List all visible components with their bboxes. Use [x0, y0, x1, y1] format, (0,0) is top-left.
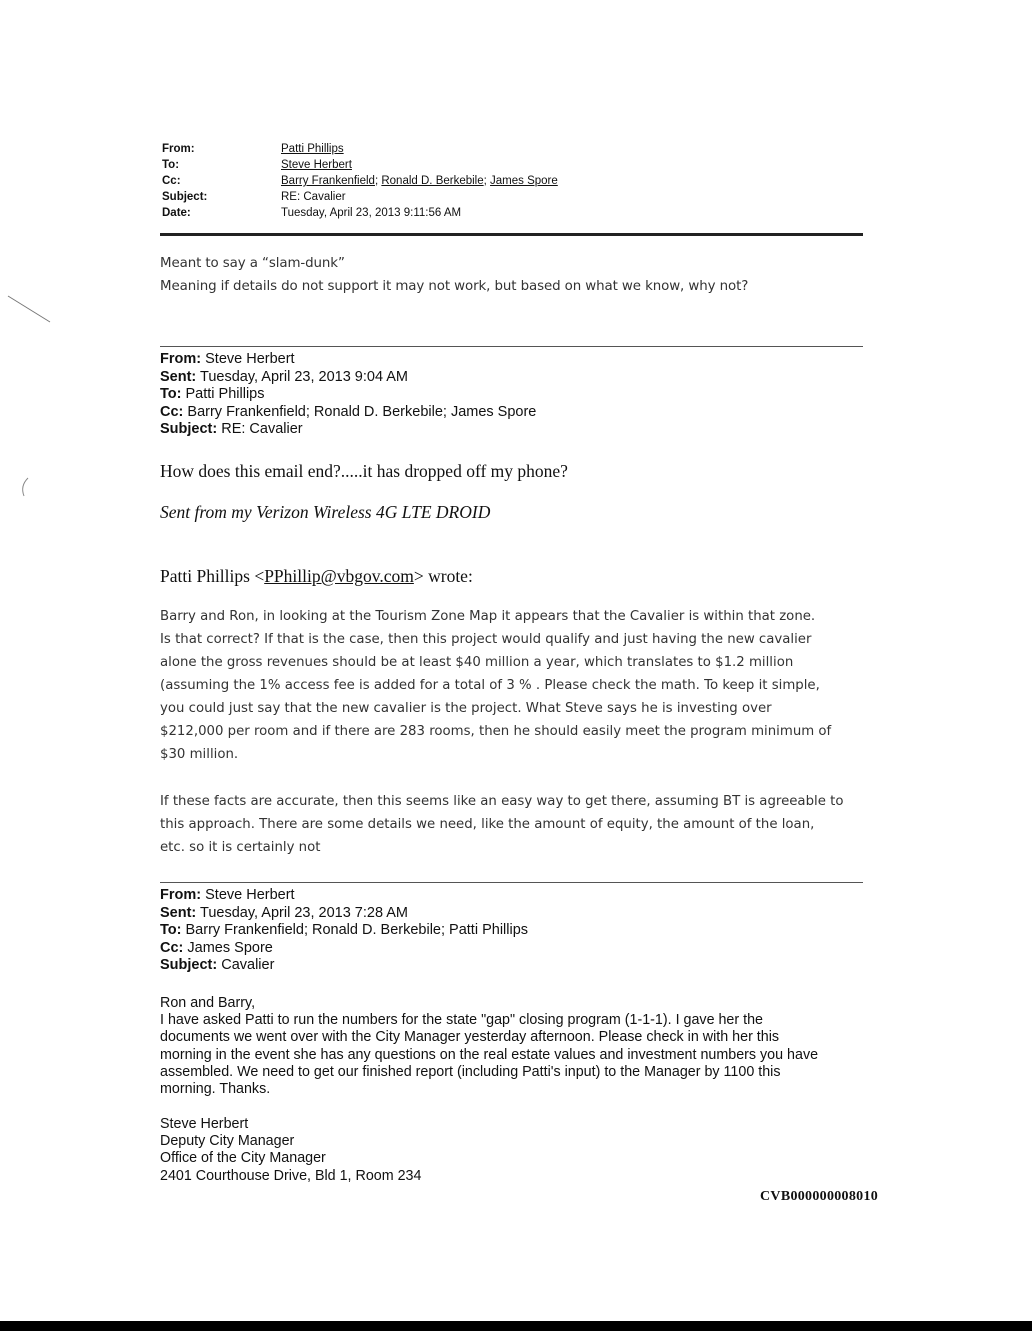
reply1-body: How does this email end?.....it has dropped off my phone?: [160, 461, 568, 481]
reply2-subject-label: Subject:: [160, 957, 218, 973]
message1-line2: Meaning if details do not support it may not work, but based on what we know, why not?: [160, 279, 749, 294]
reply1-from-label: From:: [160, 351, 202, 367]
reply2-cc-row: [160, 940, 528, 958]
reply2-body-line: morning in the event she has any questions on the real estate values and investment numbers you have: [160, 1046, 819, 1063]
quoted-intro: [160, 566, 473, 587]
reply1-header: [160, 351, 536, 439]
reply2-body-line: morning. Thanks.: [160, 1081, 271, 1098]
reply1-cc-row: [160, 404, 536, 422]
header-date-value: Tuesday, April 23, 2013 9:11:56 AM: [281, 207, 462, 219]
reply2-subject-row: [160, 957, 528, 975]
reply2-body-line: documents we went over with the City Manager yesterday afternoon. Please check in with her this: [160, 1029, 780, 1046]
header-subject-label: Subject:: [162, 191, 208, 203]
header-to-value[interactable]: Steve Herbert: [281, 159, 352, 171]
reply2-cc-value: James Spore: [187, 939, 273, 956]
header-subject-value: RE: Cavalier: [281, 191, 346, 203]
reply2-signature-line: Office of the City Manager: [160, 1150, 326, 1167]
quoted-intro-email-link[interactable]: PPhillip@vbgov.com: [264, 566, 414, 586]
quoted-line: Is that correct? If that is the case, then this project would qualify and just having the new cavalier: [160, 632, 812, 647]
scan-bottom-edge: [0, 1321, 1032, 1331]
reply1-sent-value: Tuesday, April 23, 2013 9:04 AM: [200, 368, 408, 385]
bates-stamp: CVB000000008010: [760, 1189, 879, 1204]
reply2-signature-block: [160, 1116, 421, 1185]
scan-mark-stroke: [0, 290, 60, 330]
reply1-sent-row: [160, 369, 536, 387]
reply2-body-line: I have asked Patti to run the numbers for the state "gap" closing program (1-1-1). I gave her the: [160, 1012, 763, 1029]
reply2-greeting: Ron and Barry,: [160, 995, 256, 1011]
reply2-greeting-block: [160, 995, 818, 1098]
header-cc-recipient[interactable]: Barry Frankenfield: [281, 175, 375, 187]
header-date-label: Date:: [162, 207, 191, 219]
reply2-body-line: assembled. We need to get our finished report (including Patti's input) to the Manager by 1100 this: [160, 1063, 781, 1080]
reply2-to-label: To:: [160, 922, 182, 938]
quoted-line: this approach. There are some details we need, like the amount of equity, the amount of the loan,: [160, 817, 815, 832]
reply1-subject-row: [160, 421, 536, 439]
reply2-signature-line: Deputy City Manager: [160, 1133, 295, 1150]
reply1-from-value: Steve Herbert: [205, 351, 295, 367]
header-cc-recipient[interactable]: Ronald D. Berkebile: [381, 175, 484, 187]
reply2-header: [160, 887, 528, 975]
reply2-signature-line: 2401 Courthouse Drive, Bld 1, Room 234: [160, 1167, 422, 1184]
reply1-cc-label: Cc:: [160, 403, 184, 420]
reply2-sent-value: Tuesday, April 23, 2013 7:28 AM: [200, 904, 408, 921]
quoted-line: alone the gross revenues should be at least $40 million a year, which translates to $1.2 million: [160, 655, 794, 670]
quoted-line: Barry and Ron, in looking at the Tourism Zone Map it appears that the Cavalier is within that zone.: [160, 609, 816, 624]
reply1-subject-label: Subject:: [160, 421, 218, 437]
quoted-line: $30 million.: [160, 747, 239, 762]
reply2-from-row: [160, 887, 528, 905]
header-cc-label: Cc:: [162, 175, 181, 187]
reply1-to-row: [160, 386, 536, 404]
quoted-paragraph-2: [160, 790, 865, 859]
quoted-intro-name: Patti Phillips <: [160, 566, 265, 586]
quoted-line: etc. so it is certainly not: [160, 840, 321, 855]
quoted-line: (assuming the 1% access fee is added for a total of 3 % . Please check the math. To keep it simple,: [160, 678, 820, 693]
scan-mark-paren: [18, 476, 32, 498]
quoted-line: you could just say that the new cavalier is the project. What Steve says he is investing over: [160, 701, 772, 716]
reply1-subject-value: RE: Cavalier: [221, 421, 303, 437]
header-cc-recipient[interactable]: James Spore: [490, 175, 558, 187]
header-cc-list: Barry Frankenfield; Ronald D. Berkebile; James Spore: [281, 175, 558, 187]
message1-line1: Meant to say a “slam-dunk”: [160, 256, 345, 271]
header-from-label: From:: [162, 143, 195, 155]
reply1-divider: [160, 346, 863, 347]
reply2-divider: [160, 882, 863, 883]
quoted-line: If these facts are accurate, then this seems like an easy way to get there, assuming BT is agreeable to: [160, 794, 844, 809]
header-from-value[interactable]: Patti Phillips: [281, 143, 344, 155]
reply1-cc-value: Barry Frankenfield; Ronald D. Berkebile; James Spore: [187, 403, 537, 420]
reply2-cc-label: Cc:: [160, 939, 184, 956]
reply2-to-row: [160, 922, 528, 940]
header-divider: [160, 233, 863, 236]
reply2-signature-line: Steve Herbert: [160, 1116, 249, 1132]
quoted-paragraph-1: [160, 605, 865, 766]
reply1-to-label: To:: [160, 386, 182, 402]
reply1-to-value: Patti Phillips: [185, 386, 265, 402]
reply1-sent-label: Sent:: [160, 368, 197, 385]
reply2-from-label: From:: [160, 887, 202, 903]
reply2-to-value: Barry Frankenfield; Ronald D. Berkebile; Patti Phillips: [185, 922, 529, 938]
reply1-from-row: [160, 351, 536, 369]
quoted-line: $212,000 per room and if there are 283 rooms, then he should easily meet the program minimum of: [160, 724, 832, 739]
reply2-sent-row: [160, 905, 528, 923]
reply1-signature: Sent from my Verizon Wireless 4G LTE DROID: [160, 502, 491, 522]
quoted-intro-end: > wrote:: [413, 566, 473, 586]
reply2-sent-label: Sent:: [160, 904, 197, 921]
reply2-subject-value: Cavalier: [221, 957, 275, 973]
header-to-label: To:: [162, 159, 180, 171]
reply2-from-value: Steve Herbert: [205, 887, 295, 903]
